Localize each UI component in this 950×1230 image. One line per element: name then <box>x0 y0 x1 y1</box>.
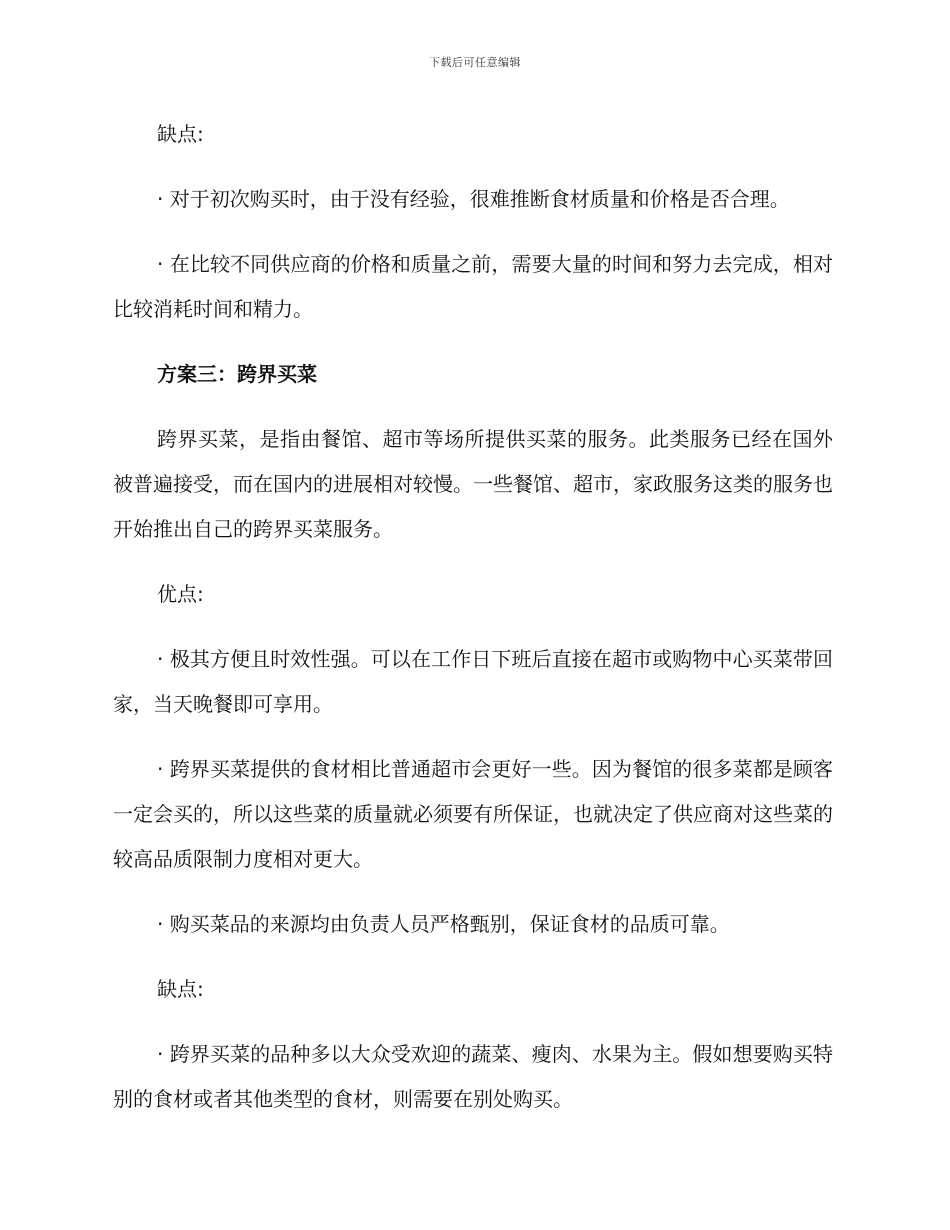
body-paragraph: 跨界买菜，是指由餐馆、超市等场所提供买菜的服务。此类服务已经在国外被普遍接受，而在国内的进展相对较慢。一些餐馆、超市，家政服务这类的服务也开始推出自己的跨界买菜服务。 <box>113 427 833 541</box>
document-body <box>113 112 833 1142</box>
page-header: 下载后可任意编辑 <box>429 56 521 69</box>
bullet-paragraph: · 对于初次购买时，由于没有经验，很难推断食材质量和价格是否合理。 <box>157 187 790 211</box>
section-label-advantages: 优点: <box>157 582 204 606</box>
section-heading-plan-three: 方案三：跨界买菜 <box>157 362 317 386</box>
bullet-paragraph: · 跨界买菜的品种多以大众受欢迎的蔬菜、瘦肉、水果为主。假如想要购买特别的食材或者其他类型的食材，则需要在别处购买。 <box>113 1042 833 1111</box>
bullet-paragraph: · 跨界买菜提供的食材相比普通超市会更好一些。因为餐馆的很多菜都是顾客一定会买的，所以这些菜的质量就必须要有所保证，也就决定了供应商对这些菜的较高品质限制力度相对更大。 <box>113 757 833 871</box>
section-label-disadvantages: 缺点: <box>157 977 204 1001</box>
bullet-paragraph: · 购买菜品的来源均由负责人员严格甄别，保证食材的品质可靠。 <box>157 912 730 936</box>
bullet-paragraph: · 极其方便且时效性强。可以在工作日下班后直接在超市或购物中心买菜带回家，当天晚餐即可享用。 <box>113 647 833 716</box>
section-label-disadvantages: 缺点: <box>157 122 204 146</box>
bullet-paragraph: · 在比较不同供应商的价格和质量之前，需要大量的时间和努力去完成，相对比较消耗时间和精力。 <box>113 252 833 321</box>
